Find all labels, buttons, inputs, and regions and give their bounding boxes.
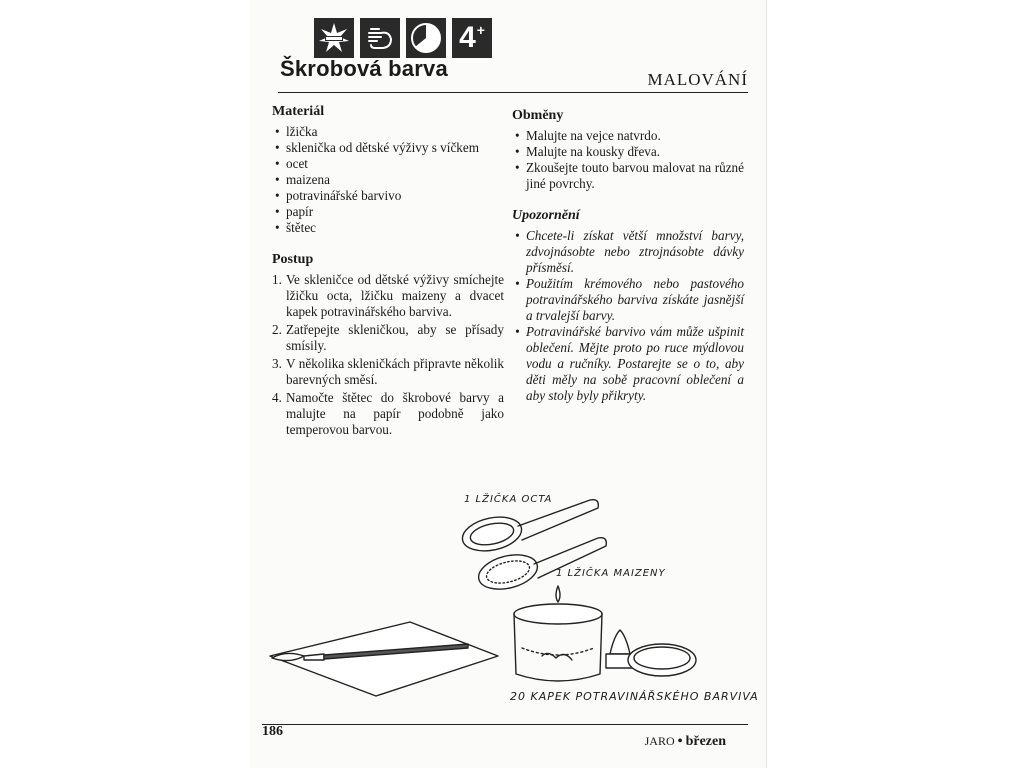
warning-item: • Použitím krémového nebo pastového potravinářského barviva získáte jasnější a trvalejší barvy. <box>512 276 744 324</box>
material-item: • papír <box>272 204 504 220</box>
material-item: • ocet <box>272 156 504 172</box>
material-item: • lžička <box>272 124 504 140</box>
variation-item: • Malujte na kousky dřeva. <box>512 144 744 160</box>
illustration <box>260 478 759 718</box>
category-label: MALOVÁNÍ <box>647 70 748 89</box>
page-number: 186 <box>262 724 283 739</box>
sparkle-badge-icon <box>314 18 354 58</box>
step-text: Ve skleničce od dětské výživy smíchejte lžičku octa, lžičku maizeny a dvacet kapek potravinářského barviva. <box>286 272 504 319</box>
warning-item: • Chcete-li získat větší množství barvy, zdvojnásobte nebo ztrojnásobte dávky přísměsí. <box>512 228 744 276</box>
material-list <box>272 124 504 236</box>
step-text: V několika skleničkách připravte několik barevných směsí. <box>286 356 504 387</box>
material-item: • maizena <box>272 172 504 188</box>
clock-icon <box>406 18 446 58</box>
warning-item: • Potravinářské barvivo vám může ušpinit oblečení. Mějte proto po ruce mýdlovou vodu a ručníky. Postarejte se o to, aby děti měly na sobě pracovní oblečení a aby stoly byly přikryty. <box>512 324 744 404</box>
label-vinegar: 1 LŽIČKA OCTA <box>464 494 553 505</box>
age-4plus-icon <box>452 18 492 58</box>
obmeny-list <box>512 128 744 192</box>
header-rule <box>278 92 748 93</box>
variation-item: • Malujte na vejce natvrdo. <box>512 128 744 144</box>
label-cornstarch: 1 LŽIČKA MAIZENY <box>556 568 666 579</box>
page-title: Škrobová barva <box>280 56 448 81</box>
step-number: 3. <box>272 356 282 371</box>
step-number: 4. <box>272 390 282 405</box>
step-text: Zatřepejte skleničkou, aby se přísady smísily. <box>286 322 504 353</box>
variation-item: • Zkoušejte touto barvou malovat na různé jiné povrchy. <box>512 160 744 192</box>
step-item <box>272 272 504 320</box>
spoon-vinegar-illustration <box>459 500 598 556</box>
obmeny-heading: Obměny <box>512 108 564 123</box>
lid-illustration <box>628 644 696 676</box>
footer-rule <box>262 724 748 725</box>
activity-icons <box>314 18 492 58</box>
material-heading: Materiál <box>272 104 325 119</box>
hand-icon <box>360 18 400 58</box>
postup-list <box>272 272 504 438</box>
footer-season: JARO <box>644 734 675 748</box>
footer-separator: • <box>677 734 683 749</box>
step-number: 2. <box>272 322 282 337</box>
step-item <box>272 322 504 354</box>
age-suffix: + <box>476 22 485 38</box>
step-text: Namočte štětec do škrobové barvy a malujte na papír podobně jako temperovou barvou. <box>286 390 504 437</box>
upozorneni-list <box>512 228 744 404</box>
step-item <box>272 356 504 388</box>
material-item: • štětec <box>272 220 504 236</box>
footer-section <box>645 734 726 750</box>
age-value: 4 <box>459 21 476 54</box>
right-column <box>512 108 744 420</box>
left-column <box>272 104 504 440</box>
label-dye: 20 KAPEK POTRAVINÁŘSKÉHO BARVIVA <box>510 690 759 703</box>
step-item <box>272 390 504 438</box>
material-item: • potravinářské barvivo <box>272 188 504 204</box>
jar-illustration <box>514 586 602 681</box>
footer-month: březen <box>685 734 726 749</box>
step-number: 1. <box>272 272 282 287</box>
material-item: • sklenička od dětské výživy s víčkem <box>272 140 504 156</box>
upozorneni-heading: Upozornění <box>512 208 580 223</box>
postup-heading: Postup <box>272 252 314 267</box>
